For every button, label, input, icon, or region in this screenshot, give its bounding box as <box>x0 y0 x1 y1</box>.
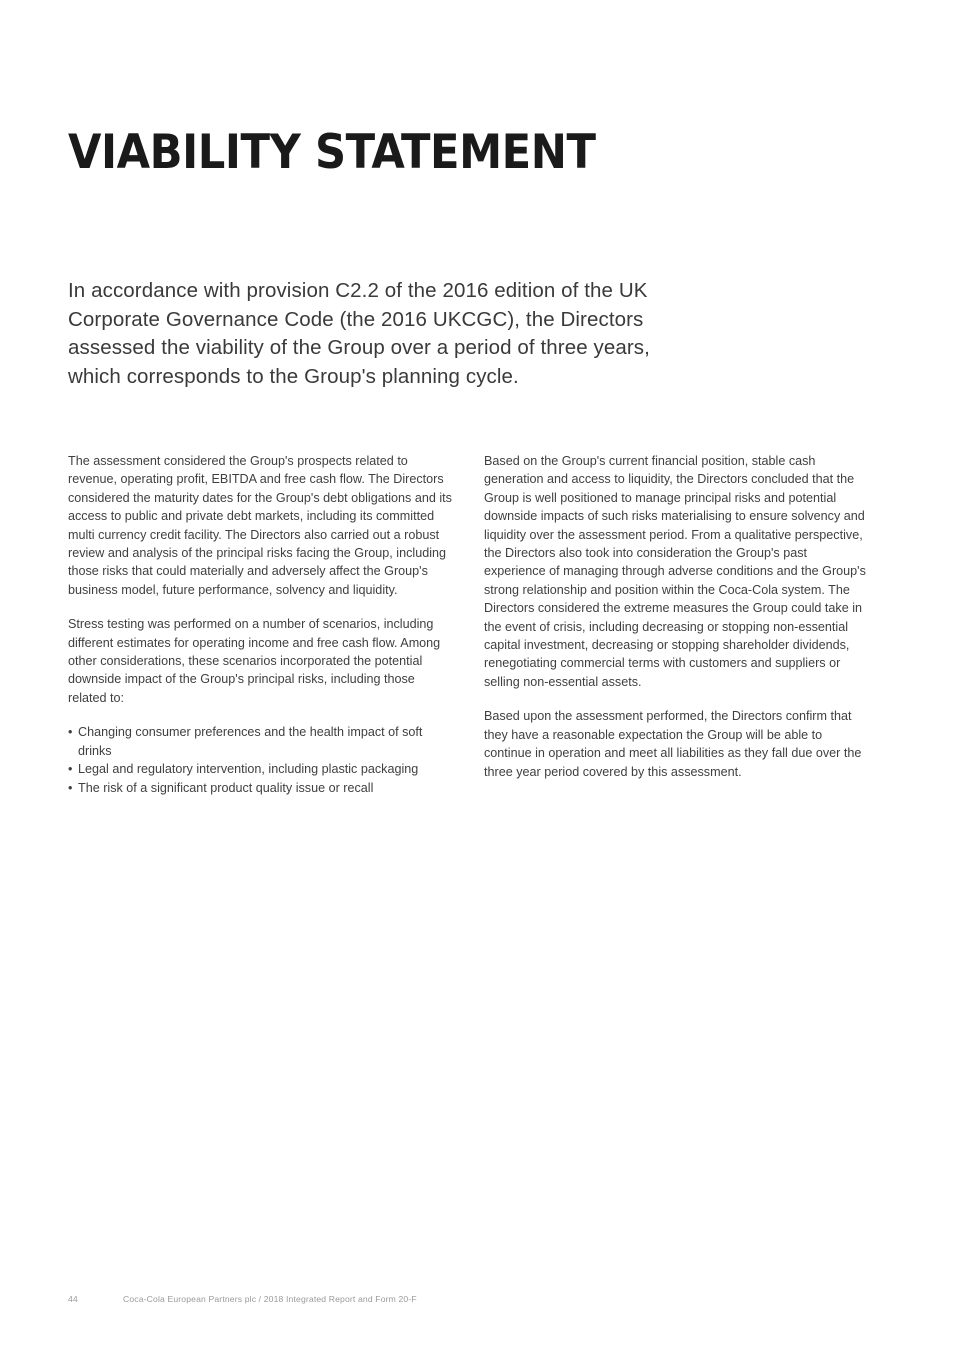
body-columns <box>68 452 873 797</box>
intro-paragraph: In accordance with provision C2.2 of the 2016 edition of the UK Corporate Governance Code (the 2016 UKCGC), the Directors assessed the viability of the Group over a period of three years, which corresponds to the Group's planning cycle. <box>68 279 650 388</box>
list-item: • The risk of a significant product quality issue or recall <box>68 779 456 797</box>
footer-page-number: 44 <box>68 1294 78 1304</box>
right-column <box>484 452 872 797</box>
left-paragraph-2: Stress testing was performed on a number of scenarios, including different estimates for operating income and free cash flow. Among other considerations, these scenarios incorporated the potential downside impact of the Group's principal risks, including those related to: <box>68 617 441 705</box>
left-column <box>68 452 456 797</box>
left-paragraph-1: The assessment considered the Group's prospects related to revenue, operating profit, EBITDA and free cash flow. The Directors considered the maturity dates for the Group's debt obligations and its access to public and private debt markets, including its committed multi currency credit facility. The Directors also carried out a robust review and analysis of the principal risks facing the Group, including those risks that could materially and adversely affect the Group's business model, future performance, solvency and liquidity. <box>68 454 452 597</box>
page-title: VIABILITY STATEMENT <box>68 125 596 181</box>
footer-note: Coca-Cola European Partners plc / 2018 Integrated Report and Form 20-F <box>123 1294 417 1304</box>
right-paragraph-2: Based upon the assessment performed, the Directors confirm that they have a reasonable expectation the Group will be able to continue in operation and meet all liabilities as they fall due over the three year period covered by this assessment. <box>484 709 862 779</box>
list-item: • Changing consumer preferences and the health impact of soft drinks <box>68 723 456 760</box>
right-paragraph-1: Based on the Group's current financial position, stable cash generation and access to liquidity, the Directors concluded that the Group is well positioned to manage principal risks and potential downside impacts of such risks materialising to ensure solvency and liquidity over the assessment period. From a qualitative perspective, the Directors also took into consideration the Group's past experience of managing through adverse conditions and the Group's strong relationship and position within the Coca-Cola system. The Directors considered the extreme measures the Group could take in the event of crisis, including decreasing or stopping non-essential capital investment, decreasing or stopping shareholder dividends, renegotiating commercial terms with customers and suppliers or selling non-essential assets. <box>484 454 866 689</box>
risk-bullet-list <box>68 723 456 797</box>
list-item: • Legal and regulatory intervention, including plastic packaging <box>68 760 456 778</box>
page-footer <box>68 1294 908 1304</box>
